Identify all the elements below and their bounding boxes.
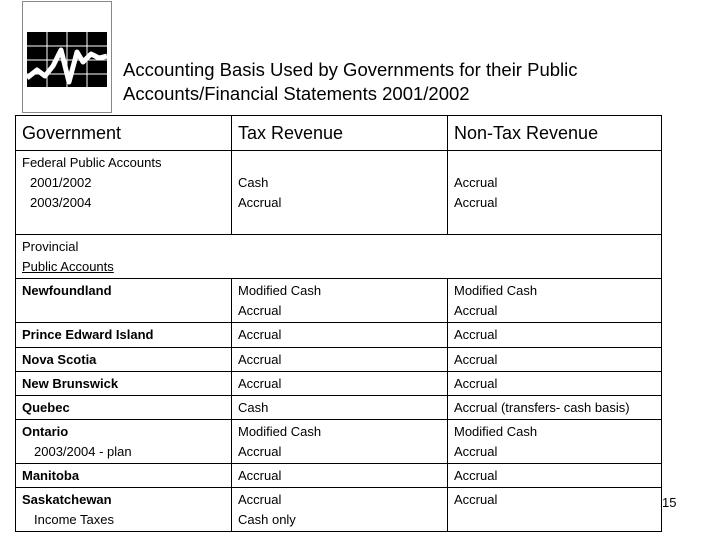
row-name-newfoundland: Newfoundland: [22, 283, 112, 298]
newfoundland-nontax-2: Accrual: [454, 303, 498, 318]
newfoundland-tax-1: Modified Cash: [238, 283, 322, 298]
federal-tax-1: Cash: [238, 175, 269, 190]
table-header-row: [16, 116, 662, 151]
quebec-tax: Cash: [238, 400, 269, 415]
row-name-quebec: Quebec: [22, 400, 70, 415]
federal-tax-2: Accrual: [238, 195, 282, 210]
line-chart-logo-icon: [27, 32, 107, 87]
row-name-ontario: Ontario: [22, 424, 69, 439]
table-row-manitoba: [16, 464, 662, 488]
pei-nontax: Accrual: [454, 327, 498, 342]
federal-nontax-1: Accrual: [454, 175, 498, 190]
row-name-manitoba: Manitoba: [22, 468, 80, 483]
federal-year-2: 2003/2004: [30, 195, 92, 210]
ontario-nontax-1: Modified Cash: [454, 424, 538, 439]
table-row-ontario: [16, 420, 662, 464]
table-row-pei: [16, 323, 662, 348]
header-government: Government: [16, 116, 232, 151]
provincial-line-1: Provincial: [22, 239, 79, 254]
newfoundland-nontax-1: Modified Cash: [454, 283, 538, 298]
accounting-basis-table: [15, 115, 662, 532]
page-number: 15: [662, 495, 677, 510]
saskatchewan-sub: Income Taxes: [34, 512, 114, 527]
table-row-new-brunswick: [16, 372, 662, 396]
saskatchewan-tax-2: Cash only: [238, 512, 296, 527]
pei-tax: Accrual: [238, 327, 282, 342]
saskatchewan-nontax: Accrual: [454, 492, 498, 507]
title-line-2: Accounts/Financial Statements 2001/2002: [123, 83, 470, 104]
ontario-tax-2: Accrual: [238, 444, 282, 459]
header-non-tax-revenue: Non-Tax Revenue: [448, 116, 662, 151]
table-row-quebec: [16, 396, 662, 420]
manitoba-tax: Accrual: [238, 468, 282, 483]
row-name-new-brunswick: New Brunswick: [22, 376, 119, 391]
table-row-saskatchewan: [16, 488, 662, 532]
page-title: [123, 58, 703, 106]
ontario-tax-1: Modified Cash: [238, 424, 322, 439]
manitoba-nontax: Accrual: [454, 468, 498, 483]
federal-nontax-2: Accrual: [454, 195, 498, 210]
quebec-nontax: Accrual (transfers- cash basis): [454, 400, 630, 415]
table-row-federal: [16, 151, 662, 235]
saskatchewan-tax-1: Accrual: [238, 492, 282, 507]
table-row-nova-scotia: [16, 348, 662, 372]
newfoundland-tax-2: Accrual: [238, 303, 282, 318]
provincial-line-2: Public Accounts: [22, 259, 114, 274]
row-name-pei: Prince Edward Island: [22, 327, 154, 342]
ontario-nontax-2: Accrual: [454, 444, 498, 459]
row-name-saskatchewan: Saskatchewan: [22, 492, 112, 507]
logo: [22, 1, 112, 113]
new-brunswick-tax: Accrual: [238, 376, 282, 391]
federal-label: Federal Public Accounts: [22, 155, 162, 170]
row-name-nova-scotia: Nova Scotia: [22, 352, 97, 367]
ontario-sub: 2003/2004 - plan: [34, 444, 132, 459]
title-line-1: Accounting Basis Used by Governments for their Public: [123, 59, 578, 80]
table-row-newfoundland: [16, 279, 662, 323]
new-brunswick-nontax: Accrual: [454, 376, 498, 391]
nova-scotia-tax: Accrual: [238, 352, 282, 367]
table-row-provincial: [16, 235, 662, 279]
nova-scotia-nontax: Accrual: [454, 352, 498, 367]
federal-year-1: 2001/2002: [30, 175, 92, 190]
header-tax-revenue: Tax Revenue: [232, 116, 448, 151]
